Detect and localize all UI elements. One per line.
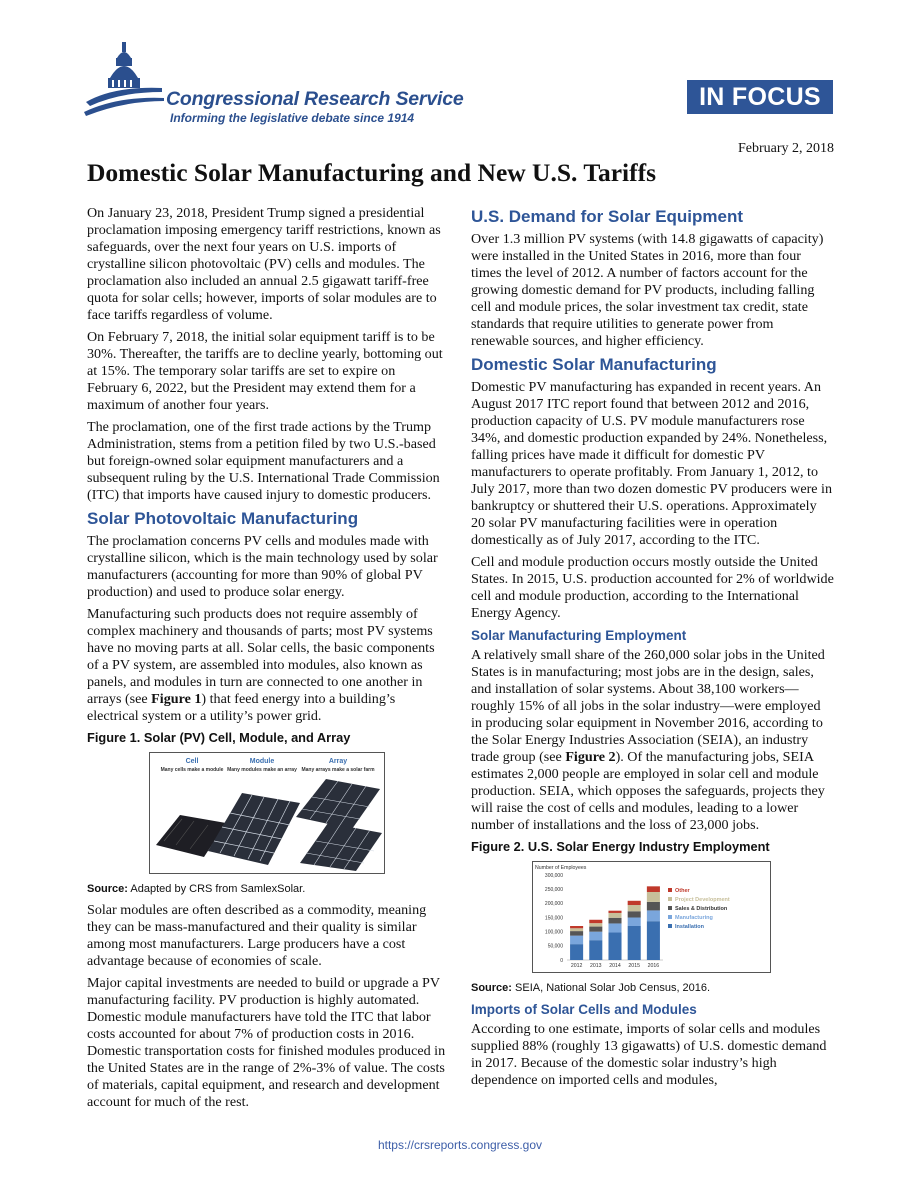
capitol-dome-logo-icon (84, 40, 164, 122)
pv-paragraph-1: The proclamation concerns PV cells and modules made with crystalline silicon, which is the main technology used by solar manufacturers (accounting for more than 90% of global PV production) and used to produce solar energy. (87, 533, 438, 600)
chart-y-tick-label: 200,000 (544, 901, 563, 908)
employment-paragraph (471, 647, 834, 834)
fig1-label-array: Array (328, 758, 348, 765)
employment-chart-svg (533, 862, 770, 972)
figure-2-title: Figure 2. U.S. Solar Energy Industry Employment (471, 839, 770, 854)
chart-bar-segment (589, 940, 602, 960)
intro-paragraph-1: On January 23, 2018, President Trump signed a presidential proclamation imposing emergency tariff restrictions, known as safeguards, over the next four years on U.S. imports of crystalline silicon photovoltaic (PV) cells and modules. The proclamation also included an annual 2.5 gigawatt tariff-free quota for solar cells; however, imports of solar modules are to face tariffs regardless of volume. (87, 205, 441, 323)
section-heading-demand: U.S. Demand for Solar Equipment (471, 207, 744, 226)
org-name: Congressional Research Service (166, 88, 464, 110)
chart-legend-swatch (668, 888, 672, 892)
figure-1-source (87, 882, 449, 896)
figure-2-chart (532, 861, 771, 973)
figure-1-source-label: Source: (87, 883, 128, 895)
figure-2-source (471, 981, 834, 995)
chart-y-tick-label: 100,000 (544, 929, 563, 936)
right-column (471, 205, 834, 1094)
chart-legend-label: Project Development (675, 897, 730, 903)
chart-bar-segment (628, 905, 641, 911)
chart-bar-segment (647, 886, 660, 892)
chart-y-tick-label: 50,000 (547, 943, 563, 950)
chart-bar-segment (647, 892, 660, 902)
chart-legend-label: Sales & Distribution (675, 906, 728, 912)
chart-y-tick-label: 250,000 (544, 886, 563, 893)
chart-bar-segment (570, 931, 583, 936)
intro-paragraph-3: The proclamation, one of the first trade actions by the Trump Administration, stems from a petition filed by two U.S.-based but foreign-owned solar equipment manufacturers and a subsequent ruling by the U.S. International Trade Commission (ITC) that imports have caused injury to domestic producers. (87, 419, 440, 503)
subsection-heading-imports: Imports of Solar Cells and Modules (471, 1002, 697, 1017)
pv-paragraph-2-text-end: ) that feed energy into a building’s electrical system or a utility’s power grid. (87, 691, 396, 724)
chart-legend-swatch (668, 915, 672, 919)
solar-module-icon (208, 793, 300, 865)
demand-paragraph: Over 1.3 million PV systems (with 14.8 gigawatts of capacity) were installed in the United States in 2016, more than four times the level of 2012. A number of factors account for the growing domestic demand for PV products, including falling cell and module prices, the solar investment tax credit, state standards that require utilities to generate power from renewable sources, and higher efficiency. (471, 231, 824, 349)
chart-bar-segment (647, 921, 660, 960)
section-heading-domestic-mfg: Domestic Solar Manufacturing (471, 355, 717, 374)
org-tagline: Informing the legislative debate since 1914 (170, 111, 415, 125)
chart-bar-segment (608, 911, 621, 913)
chart-x-tick-label: 2014 (609, 963, 621, 969)
report-header (0, 0, 920, 156)
series-badge: IN FOCUS (687, 80, 833, 114)
figure-2-source-text: SEIA, National Solar Job Census, 2016. (515, 982, 711, 994)
footer-url-link[interactable]: https://crsreports.congress.gov (377, 1138, 543, 1152)
fig1-sub-module: Many modules make an array (227, 767, 297, 773)
employment-text: A relatively small share of the 260,000 solar jobs in the United States is in manufacturing; most jobs are in the design, sales, and installation of solar systems. About 38,100 workers—roughly 15% of all jobs in the solar industry—were employed in producing solar equipment in November 2016, according to the Solar Energy Industries Association (SEIA), an industry trade group (see (471, 647, 825, 765)
chart-legend-label: Manufacturing (675, 915, 713, 921)
publication-date: February 2, 2018 (737, 141, 834, 156)
fig1-label-module: Module (249, 758, 275, 765)
chart-bar-segment (570, 928, 583, 931)
chart-legend-label: Other (675, 888, 690, 894)
chart-bar-segment (589, 920, 602, 923)
chart-bar-segment (570, 926, 583, 928)
figure-2-link[interactable]: Figure 2 (565, 749, 616, 765)
chart-bar-segment (589, 927, 602, 932)
chart-x-tick-label: 2013 (590, 963, 602, 969)
pv-paragraph-2-text: Manufacturing such products does not require assembly of complex machinery and thousands of parts; most PV systems have no moving parts at all. Solar cells, the basic components of a PV system, are assembled into modules, also known as panels, and modules in turn are connected to one another in arrays (see (87, 606, 435, 707)
figure-1-title: Figure 1. Solar (PV) Cell, Module, and Array (87, 730, 351, 745)
chart-legend-swatch (668, 924, 672, 928)
chart-y-tick-label: 0 (560, 957, 563, 964)
chart-bar-segment (608, 933, 621, 960)
domestic-mfg-paragraph-1: Domestic PV manufacturing has expanded in recent years. An August 2017 ITC report found that between 2012 and 2016, production capacity of U.S. PV module manufacturers rose 34%, and domestic production expanded by 24%. Nonetheless, falling prices have made it difficult for domestic PV manufacturers to operate profitably. From January 1, 2012, to July 2017, more than two dozen domestic PV producers were in bankruptcy or shuttered their U.S. operations. Approximately 20 solar PV manufacturing facilities were in operation domestically as of July 2017, according to the ITC. (471, 379, 833, 548)
chart-bar-segment (608, 918, 621, 924)
chart-bar-segment (628, 926, 641, 960)
employment-text-end: ). Of the manufacturing jobs, SEIA estimates 2,000 people are employed in solar cell and module production. SEIA, which opposes the safeguards, projects they will raise the cost of cells and modules, leading to a lower number of installations and the loss of 23,000 jobs. (471, 749, 825, 833)
fig1-label-cell: Cell (185, 758, 199, 765)
figure-1-link[interactable]: Figure 1 (151, 691, 202, 707)
chart-legend-label: Installation (675, 924, 705, 930)
chart-y-tick-label: 150,000 (544, 915, 563, 922)
chart-bar-segment (589, 932, 602, 941)
chart-y-tick-label: 300,000 (544, 872, 563, 879)
solar-array-icon (296, 779, 382, 871)
left-column (87, 205, 449, 1116)
intro-paragraph-2: On February 7, 2018, the initial solar equipment tariff is to be 30%. Thereafter, the tariffs are to decline yearly, bottoming out at 15%. The temporary solar tariffs are set to expire on February 6, 2022, but the President may extend them for a maximum of another four years. (87, 329, 443, 413)
chart-y-axis-label: Number of Employees (535, 865, 587, 871)
chart-bar-segment (647, 902, 660, 911)
chart-x-tick-label: 2015 (628, 963, 640, 969)
fig1-sub-cell: Many cells make a module (160, 767, 224, 773)
commodity-paragraph: Solar modules are often described as a commodity, meaning they can be mass-manufactured and their quality is similar among most manufacturers. Large producers have a cost advantage because of economies of scale. (87, 902, 427, 969)
imports-paragraph: According to one estimate, imports of solar cells and modules supplied 88% (roughly 13 gigawatts) of U.S. domestic demand in 2017. Because of the domestic solar industry’s high dependence on imported cells and modules, (471, 1021, 827, 1088)
chart-legend-swatch (668, 906, 672, 910)
pv-paragraph-2 (87, 606, 449, 725)
chart-bar-segment (647, 910, 660, 921)
chart-bar-segment (589, 923, 602, 926)
chart-x-tick-label: 2012 (570, 963, 583, 969)
chart-bar-segment (570, 944, 583, 960)
chart-legend-swatch (668, 897, 672, 901)
chart-x-tick-label: 2016 (647, 963, 660, 969)
section-heading-pv: Solar Photovoltaic Manufacturing (87, 509, 359, 528)
figure-1-source-text: Adapted by CRS from SamlexSolar. (130, 883, 306, 895)
chart-bar-segment (570, 936, 583, 945)
figure-1-image (149, 752, 385, 874)
chart-bar-segment (628, 911, 641, 917)
chart-bar-segment (608, 913, 621, 918)
capital-paragraph: Major capital investments are needed to build or upgrade a PV manufacturing facility. PV production is highly automated. Domestic module manufacturers have told the ITC that labor costs accounted for about 7% of production costs in 2016. Domestic transportation costs for finished modules produced in the United States are in the range of 2%-3% of value. The costs of materials, capital equipment, and research and development account for much of the rest. (87, 975, 446, 1110)
chart-bar-segment (608, 923, 621, 932)
page-title: Domestic Solar Manufacturing and New U.S. Tariffs (87, 158, 657, 187)
chart-bar-segment (628, 918, 641, 927)
domestic-mfg-paragraph-2: Cell and module production occurs mostly outside the United States. In 2015, U.S. production accounted for 2% of worldwide cell and module production, according to the International Energy Agency. (471, 554, 834, 621)
chart-bar-segment (628, 901, 641, 905)
fig1-sub-array: Many arrays make a solar farm (301, 767, 375, 773)
figure-2-source-label: Source: (471, 982, 512, 994)
subsection-heading-employment: Solar Manufacturing Employment (471, 628, 687, 643)
